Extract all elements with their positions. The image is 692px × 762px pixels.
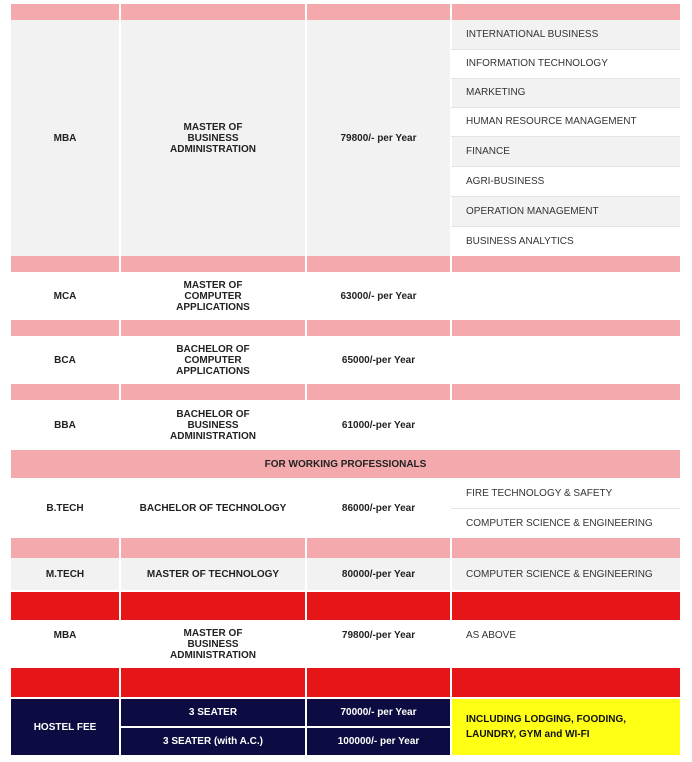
specialization-item: AGRI-BUSINESS: [452, 166, 680, 196]
course-name: BACHELOR OF BUSINESS ADMINISTRATION: [121, 400, 305, 450]
course-code: MBA: [11, 620, 119, 668]
course-name: BACHELOR OF COMPUTER APPLICATIONS: [121, 336, 305, 384]
specialization-item: COMPUTER SCIENCE & ENGINEERING: [452, 558, 680, 590]
specialization-item: INFORMATION TECHNOLOGY: [452, 49, 680, 78]
course-code: M.TECH: [11, 558, 119, 590]
hostel-option-fee: 100000/- per Year: [307, 728, 450, 755]
separator-cell: [307, 668, 450, 697]
separator-cell: [11, 256, 119, 272]
separator-cell: [307, 320, 450, 336]
separator-cell: [11, 4, 119, 20]
course-code: B.TECH: [11, 478, 119, 538]
section-header: FOR WORKING PROFESSIONALS: [11, 450, 680, 478]
separator-cell: [121, 538, 305, 558]
divider: [451, 226, 680, 227]
specialization-item: COMPUTER SCIENCE & ENGINEERING: [452, 508, 680, 538]
specialization-item: BUSINESS ANALYTICS: [452, 226, 680, 256]
separator-cell: [11, 538, 119, 558]
separator-cell: [121, 256, 305, 272]
course-code: BBA: [11, 400, 119, 450]
hostel-option-type: 3 SEATER (with A.C.): [121, 728, 305, 755]
hostel-fee-label: HOSTEL FEE: [11, 699, 119, 755]
specialization-item: INTERNATIONAL BUSINESS: [452, 20, 680, 49]
specialization-cell: [452, 272, 680, 320]
separator-cell: [452, 384, 680, 400]
separator-cell: [11, 320, 119, 336]
separator-cell: [121, 4, 305, 20]
specialization-item: HUMAN RESOURCE MANAGEMENT: [452, 107, 680, 136]
separator-cell: [307, 384, 450, 400]
hostel-inclusions-note: INCLUDING LODGING, FOODING, LAUNDRY, GYM and WI-FI: [452, 699, 680, 755]
course-fee: 79800/-per Year: [307, 620, 450, 668]
separator-cell: [307, 592, 450, 620]
separator-cell: [11, 668, 119, 697]
separator-cell: [452, 320, 680, 336]
hostel-option-type: 3 SEATER: [121, 699, 305, 726]
separator-cell: [307, 4, 450, 20]
specialization-cell: [452, 400, 680, 450]
divider: [451, 78, 680, 79]
specialization-cell: [452, 336, 680, 384]
divider: [451, 166, 680, 167]
course-name: MASTER OF COMPUTER APPLICATIONS: [121, 272, 305, 320]
specialization-item: FIRE TECHNOLOGY & SAFETY: [452, 478, 680, 508]
hostel-option-fee: 70000/- per Year: [307, 699, 450, 726]
separator-cell: [121, 384, 305, 400]
separator-cell: [307, 538, 450, 558]
separator-cell: [452, 4, 680, 20]
course-name: MASTER OF TECHNOLOGY: [121, 558, 305, 590]
separator-cell: [452, 592, 680, 620]
course-code: MBA: [11, 20, 119, 256]
separator-cell: [121, 592, 305, 620]
separator-cell: [121, 320, 305, 336]
divider: [451, 196, 680, 197]
separator-cell: [452, 668, 680, 697]
course-fee: 86000/-per Year: [307, 478, 450, 538]
specialization-item: OPERATION MANAGEMENT: [452, 196, 680, 226]
separator-cell: [11, 384, 119, 400]
divider: [451, 136, 680, 137]
course-name: BACHELOR OF TECHNOLOGY: [121, 478, 305, 538]
divider: [451, 107, 680, 108]
course-fee: 61000/-per Year: [307, 400, 450, 450]
course-fee: 79800/- per Year: [307, 20, 450, 256]
separator-cell: [121, 668, 305, 697]
divider: [451, 49, 680, 50]
separator-cell: [452, 538, 680, 558]
specialization-item: FINANCE: [452, 136, 680, 166]
course-code: BCA: [11, 336, 119, 384]
course-fee: 80000/-per Year: [307, 558, 450, 590]
course-name: MASTER OF BUSINESS ADMINISTRATION: [121, 620, 305, 668]
divider: [451, 508, 680, 509]
specialization-item: MARKETING: [452, 78, 680, 107]
separator-cell: [452, 256, 680, 272]
course-fee: 65000/-per Year: [307, 336, 450, 384]
separator-cell: [11, 592, 119, 620]
course-name: MASTER OF BUSINESS ADMINISTRATION: [121, 20, 305, 256]
separator-cell: [307, 256, 450, 272]
specialization-item: AS ABOVE: [452, 620, 680, 668]
course-code: MCA: [11, 272, 119, 320]
course-fee: 63000/- per Year: [307, 272, 450, 320]
